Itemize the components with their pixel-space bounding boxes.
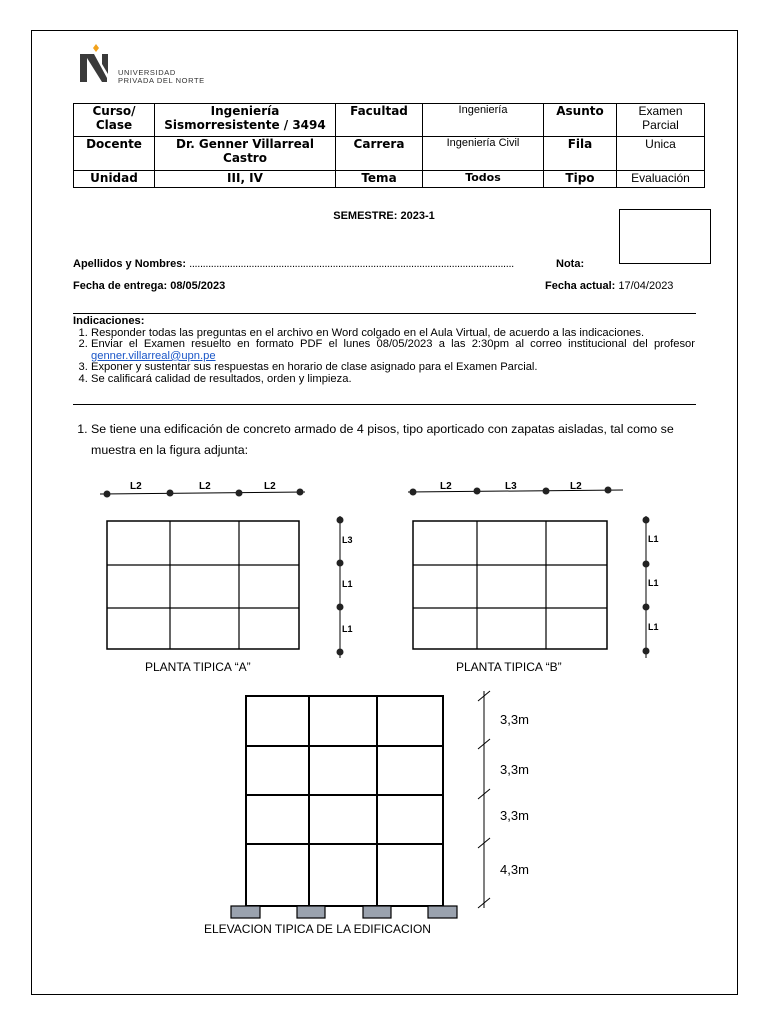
indicacion-3: 3. Exponer y sustentar sus respuestas en horario de clase asignado para el Examen Parcial. — [91, 362, 695, 374]
indicacion-2-text: Enviar el Examen resuelto en formato PDF el lunes 08/05/2023 a las 2:30pm al correo institucional del profesor — [91, 338, 695, 351]
nota-label: Nota: — [556, 258, 585, 270]
plan-a-diagram — [95, 476, 355, 660]
professor-email-link[interactable]: genner.villarreal@upn.pe — [91, 349, 216, 362]
plan-b-top-label-2: L3 — [505, 481, 517, 492]
upn-logo-icon — [78, 44, 114, 84]
question-1 — [73, 419, 695, 461]
plan-b-diagram — [405, 476, 667, 660]
label-asunto: Asunto — [544, 104, 617, 137]
elevation-caption: ELEVACION TIPICA DE LA EDIFICACION — [204, 922, 431, 936]
plan-a-top-label-2: L2 — [199, 481, 211, 492]
indicacion-2 — [91, 339, 695, 362]
elevation-height-2: 3,3m — [500, 762, 529, 777]
label-curso: Curso/ Clase — [74, 104, 155, 137]
plan-b-caption: PLANTA TIPICA “B” — [456, 660, 562, 674]
elevation-diagram — [228, 686, 558, 922]
value-tipo: Evaluación — [617, 171, 705, 188]
indicacion-4: 4. Se calificará calidad de resultados, orden y limpieza. — [91, 374, 695, 386]
label-unidad: Unidad — [74, 171, 155, 188]
label-docente: Docente — [74, 137, 155, 171]
indicaciones-title: Indicaciones: — [73, 315, 145, 327]
fecha-actual-value: 17/04/2023 — [618, 280, 674, 292]
label-fila: Fila — [544, 137, 617, 171]
value-facultad: Ingeniería — [423, 104, 544, 137]
apellidos-dots: ........................................................................................................................ — [189, 258, 514, 270]
plan-a-side-label-1: L3 — [342, 535, 353, 545]
plan-a-side-label-3: L1 — [342, 624, 353, 634]
plan-b-side-label-3: L1 — [648, 622, 659, 632]
university-name-line1: UNIVERSIDAD — [118, 68, 176, 77]
fecha-entrega: Fecha de entrega: 08/05/2023 — [73, 280, 226, 292]
plan-a-caption: PLANTA TIPICA “A” — [145, 660, 251, 674]
label-facultad: Facultad — [336, 104, 423, 137]
label-tema: Tema — [336, 171, 423, 188]
plan-b-top-label-3: L2 — [570, 481, 582, 492]
fecha-actual-label: Fecha actual: — [545, 280, 616, 292]
value-docente: Dr. Genner Villarreal Castro — [155, 137, 336, 171]
plan-a-top-label-1: L2 — [130, 481, 142, 492]
apellidos-label: Apellidos y Nombres: — [73, 258, 187, 270]
plan-a-side-label-2: L1 — [342, 579, 353, 589]
divider-bottom — [73, 404, 696, 405]
plan-b-top-label-1: L2 — [440, 481, 452, 492]
value-fila: Unica — [617, 137, 705, 171]
semestre-heading: SEMESTRE: 2023-1 — [333, 210, 435, 222]
university-logo — [78, 44, 238, 88]
elevation-height-4: 4,3m — [500, 862, 529, 877]
label-carrera: Carrera — [336, 137, 423, 171]
value-curso: Ingeniería Sismorresistente / 3494 — [155, 104, 336, 137]
divider-top — [73, 313, 696, 314]
university-name-line2: PRIVADA DEL NORTE — [118, 76, 205, 85]
question-1-text: 1. Se tiene una edificación de concreto armado de 4 pisos, tipo aporticado con zapatas aisladas, tal como se muestra en la figura adjunta: — [91, 419, 695, 461]
elevation-height-3: 3,3m — [500, 808, 529, 823]
plan-b-side-label-2: L1 — [648, 578, 659, 588]
indicacion-1: 1. Responder todas las preguntas en el archivo en Word colgado en el Aula Virtual, de acuerdo a las indicaciones. — [91, 328, 695, 340]
value-carrera: Ingeniería Civil — [423, 137, 544, 171]
value-asunto: Examen Parcial — [617, 104, 705, 137]
nota-box — [619, 209, 711, 264]
course-info-table — [73, 103, 705, 188]
plan-b-side-label-1: L1 — [648, 534, 659, 544]
indicaciones-section — [73, 316, 695, 386]
elevation-height-1: 3,3m — [500, 712, 529, 727]
value-unidad: III, IV — [155, 171, 336, 188]
label-tipo: Tipo — [544, 171, 617, 188]
value-tema: Todos — [423, 171, 544, 188]
plan-a-top-label-3: L2 — [264, 481, 276, 492]
